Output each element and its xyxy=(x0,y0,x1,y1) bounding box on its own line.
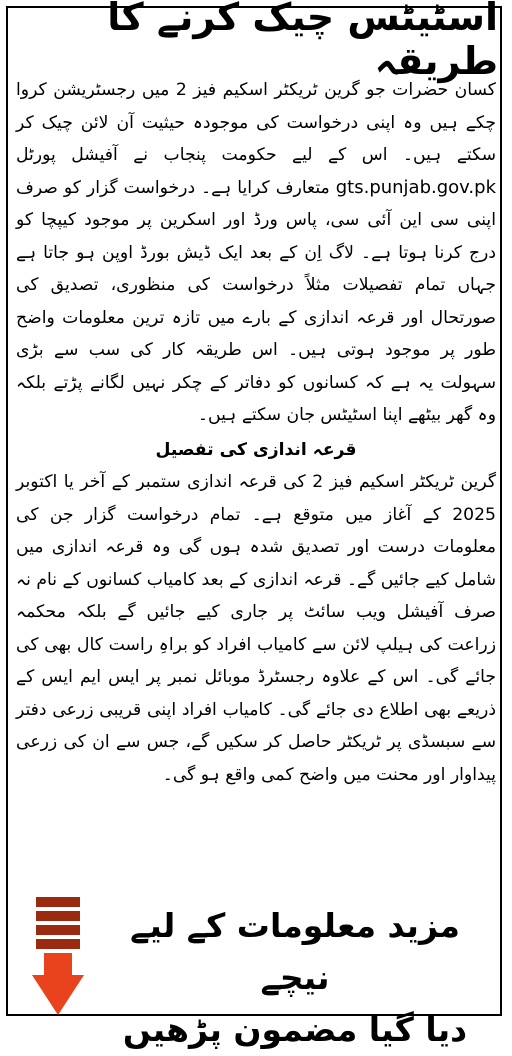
section-heading: قرعہ اندازی کی تفصیل xyxy=(155,439,357,460)
read-more-line-1: مزید معلومات کے لیے نیچے xyxy=(130,906,460,997)
article-body xyxy=(16,74,496,791)
intro-paragraph xyxy=(16,74,496,432)
read-more-line-2: دیا گیا مضمون پڑھیں xyxy=(122,1010,468,1049)
intro-text-start: کسان حضرات جو گرین ٹریکٹر اسکیم فیز 2 میں رجسٹریشن کروا چکے ہیں وہ اپنی درخواست کی موجودہ حیثیت آن لائن چیک کر سکتے ہیں۔ اس کے لیے حکومت پنجاب نے آفیشل پورٹل xyxy=(16,80,496,165)
details-paragraph: گرین ٹریکٹر اسکیم فیز 2 کی قرعہ اندازی ستمبر کے آخر یا اکتوبر 2025 کے آغاز میں متوقع ہے۔ تمام درخواست گزار جن کی معلومات درست اور تصدیق شدہ ہوں گی وہ قرعہ اندازی میں شامل کیے جائیں گے۔ قرعہ اندازی کے بعد کامیاب کسانوں کے نام نہ صرف آفیشل ویب سائٹ پر جاری کیے جائیں گے بلکہ محکمہ زراعت کی ہیلپ لائن سے کامیاب افراد کو براہِ راست کال بھی کی جائے گی۔ اس کے علاوہ رجسٹرڈ موبائل نمبر پر ایس ایم ایس کے ذریعے بھی اطلاع دی جائے گی۔ کامیاب افراد اپنی قریبی زرعی دفتر سے سبسڈی پر ٹریکٹر حاصل کر سکیں گے، جس سے ان کی زرعی پیداوار اور محنت میں واضح کمی واقع ہو گی۔ xyxy=(16,472,496,785)
intro-text-end: متعارف کرایا ہے۔ درخواست گزار کو صرف اپنی سی این آئی سی، پاس ورڈ اور اسکرین پر موجود کیپچا کو درج کرنا ہوتا ہے۔ لاگ اِن کے بعد ایک ڈیش بورڈ اوپن ہو جاتا ہے جہاں تمام تفصیلات مثلاً درخواست کی منظوری، تصدیق کی صورتحال اور قرعہ اندازی کے بارے میں تازہ ترین معلومات واضح طور پر موجود ہوتی ہیں۔ اس طریقہ کار کی سب سے بڑی سہولت یہ ہے کہ کسانوں کو دفاتر کے چکر نہیں لگانے پڑتے بلکہ وہ گھر بیٹھے اپنا اسٹیٹس جان سکتے ہیں۔ xyxy=(16,177,496,425)
read-more-callout xyxy=(92,900,498,1056)
page-title: اسٹیٹس چیک کرنے کا طریقہ xyxy=(107,0,498,83)
arrow-down-icon xyxy=(30,895,86,1017)
portal-url[interactable]: gts.punjab.gov.pk xyxy=(335,176,497,198)
